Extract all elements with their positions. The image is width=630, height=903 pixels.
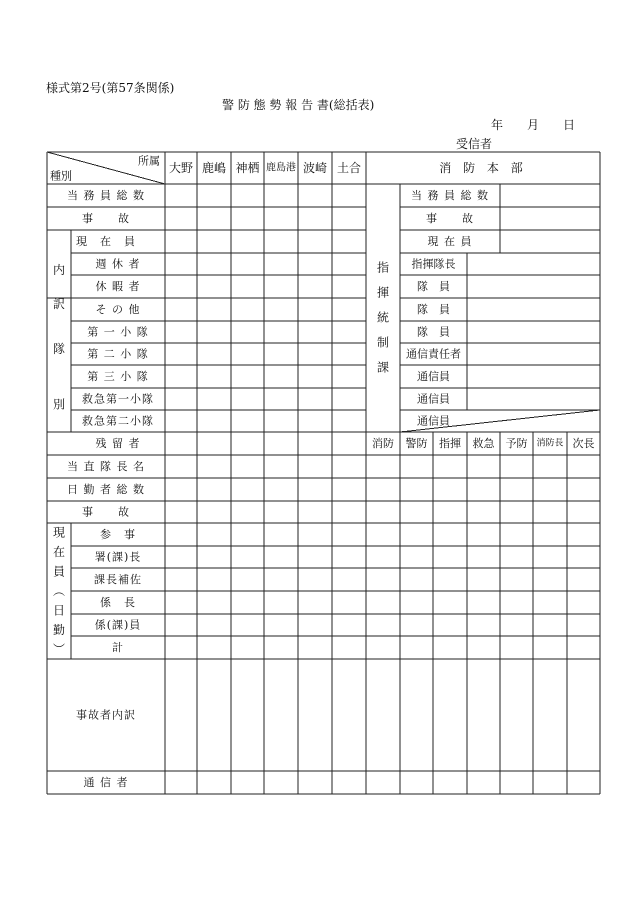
day-group-label: 員 [52,564,66,579]
day-group-label: 勤 [52,622,66,637]
command-row-accident: 事 故 [426,212,474,225]
command-row-comm_chief: 通信責任者 [406,347,461,361]
command-row-staff_total: 当 務 員 総 数 [411,189,489,202]
day-group-label: 現 [52,525,66,540]
hq-dept-header: 指揮 [439,437,461,450]
command-row-member1: 隊 員 [417,280,450,293]
document-title: 警 防 態 勢 報 告 書(総括表) [222,98,375,112]
row-label-section_chief: 係 長 [100,596,136,609]
day-group-label: ︶ [52,642,66,657]
command-row-member3: 隊 員 [417,325,450,339]
row-label-remaining: 残 留 者 [95,437,141,450]
hq-dept-header: 消防長 [536,438,564,449]
form-label: 様式第2号(第57条関係) [46,81,175,95]
command-label: 揮 [376,285,390,300]
command-row-comm2: 通信員 [417,392,450,406]
day-group-label: ︵ [52,584,66,598]
hq-title: 消 防 本 部 [439,161,527,175]
row-label-communicator: 通 信 者 [83,776,129,789]
station-header: 大野 [168,161,194,175]
row-label-section_staff: 係(課)員 [94,618,142,632]
command-label: 制 [376,335,390,350]
row-label-present: 現 在 員 [76,235,136,248]
command-row-present: 現 在 員 [427,235,473,248]
station-header: 波崎 [302,161,328,175]
row-label-total: 計 [112,641,124,654]
row-label-day_accident: 事 故 [82,505,130,519]
date-year: 年 [491,118,504,132]
row-label-weekly_off: 週 休 者 [95,257,141,271]
row-label-squad3: 第 三 小 隊 [87,370,149,383]
row-label-vacation: 休 暇 者 [95,280,141,293]
day-group-label: 在 [52,545,66,560]
receiver-label: 受信者 [456,137,493,151]
command-row-member2: 隊 員 [417,303,450,316]
date-day: 日 [563,118,576,132]
command-label: 指 [376,260,390,275]
row-label-ems1: 救急第一小隊 [82,392,154,406]
hq-dept-header: 警防 [405,437,428,450]
hq-dept-header: 次長 [572,437,595,450]
breakdown-group-label: 内 [52,263,66,277]
row-label-assistant: 課長補佐 [94,573,142,586]
row-label-squad2: 第 二 小 隊 [87,347,149,361]
corner-label-top: 所属 [138,154,160,168]
row-label-duty_leader: 当 直 隊 長 名 [67,460,145,473]
hq-dept-header: 消防 [372,437,394,450]
unit-group-label: 隊 [52,341,66,356]
command-row-commander: 指揮隊長 [411,257,456,271]
row-label-chief: 署(課)長 [94,550,142,564]
row-label-accident: 事 故 [82,212,130,225]
station-header: 鹿嶋 [201,161,227,175]
hq-dept-header: 予防 [505,437,528,450]
date-month: 月 [527,118,540,132]
corner-label-bottom: 種別 [50,169,72,183]
row-label-accident_detail: 事故者内訳 [76,708,136,722]
row-label-staff_total: 当 務 員 総 数 [67,189,145,202]
day-group-label: 日 [52,603,66,618]
row-label-day_total: 日 勤 者 総 数 [67,483,145,496]
command-row-comm3: 通信員 [417,414,450,428]
hq-dept-header: 救急 [472,437,495,450]
row-label-other: そ の 他 [95,303,141,316]
command-label: 統 [376,310,390,325]
breakdown-group-label: 訳 [52,297,66,311]
row-label-councilor: 参 事 [100,528,136,541]
station-header: 鹿島港 [266,162,296,174]
command-row-comm1: 通信員 [417,370,450,383]
row-label-squad1: 第 一 小 隊 [87,325,149,339]
station-header: 土合 [336,161,362,175]
command-label: 課 [376,360,390,375]
row-label-ems2: 救急第二小隊 [82,414,154,428]
station-header: 神栖 [235,161,260,175]
unit-group-label: 別 [52,397,66,412]
